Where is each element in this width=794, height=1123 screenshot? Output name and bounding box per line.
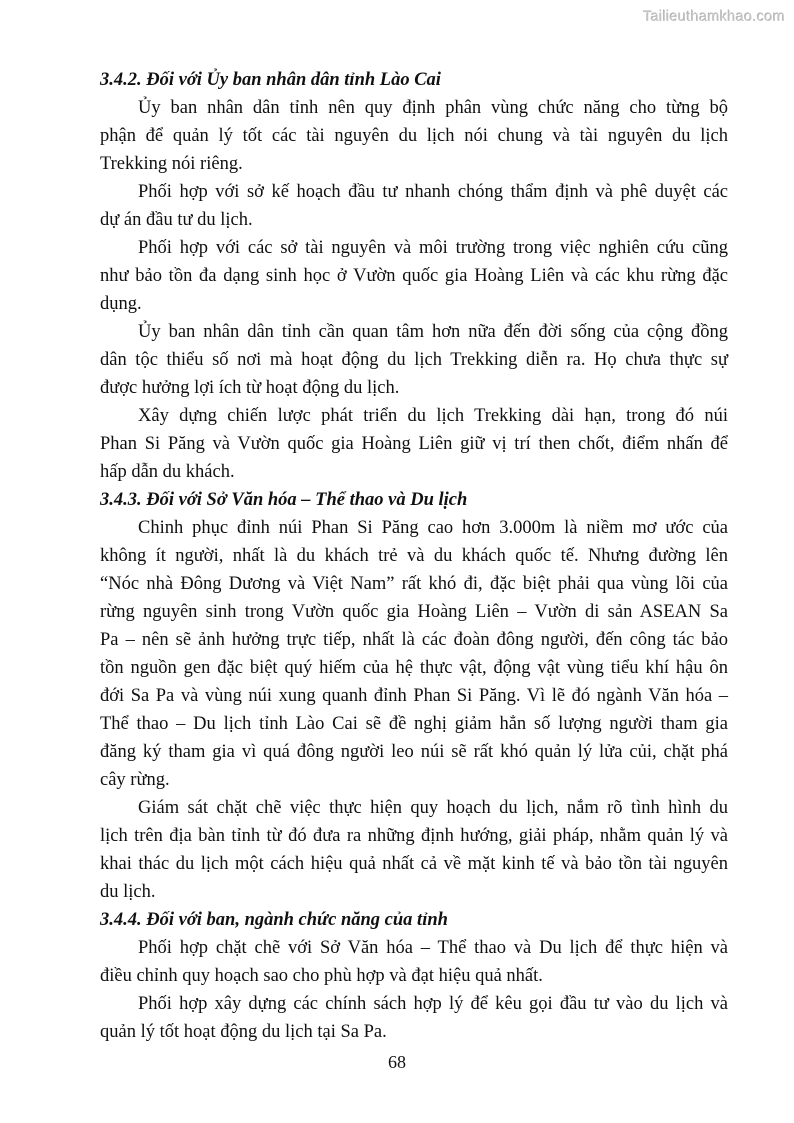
text-line: Phối hợp với các sở tài nguyên và môi trường trong việc nghiên cứu cũng (138, 238, 728, 258)
text-line: rừng nguyên sinh trong Vườn quốc gia Hoàng Liên – Vườn di sản ASEAN Sa (100, 602, 728, 622)
text-line: Ủy ban nhân dân tỉnh nên quy định phân vùng chức năng cho từng bộ (138, 98, 728, 118)
text-line: đăng ký tham gia vì quá đông người leo núi sẽ rất khó quản lý lửa củi, chặt phá (100, 742, 728, 762)
text-line: Giám sát chặt chẽ việc thực hiện quy hoạch du lịch, nắm rõ tình hình du (138, 798, 728, 818)
paragraph (100, 94, 728, 178)
paragraph (100, 178, 728, 234)
paragraph (100, 318, 728, 402)
text-line: Ủy ban nhân dân tỉnh cần quan tâm hơn nữa đến đời sống của cộng đồng (138, 322, 728, 342)
paragraph (100, 934, 728, 990)
text-line: Xây dựng chiến lược phát triển du lịch Trekking dài hạn, trong đó núi (138, 406, 728, 426)
text-line: Pa – nên sẽ ảnh hưởng trực tiếp, nhất là các đoàn đông người, đến công tác bảo (100, 630, 728, 650)
paragraph (100, 234, 728, 318)
text-line: dân tộc thiểu số nơi mà hoạt động du lịch Trekking diễn ra. Họ chưa thực sự (100, 350, 728, 370)
text-line: Phan Si Păng và Vườn quốc gia Hoàng Liên giữ vị trí then chốt, điểm nhấn để (100, 434, 728, 454)
paragraph (100, 514, 728, 794)
text-line: Phối hợp xây dựng các chính sách hợp lý để kêu gọi đầu tư vào du lịch và (138, 994, 728, 1014)
paragraph (100, 794, 728, 906)
text-line: được hưởng lợi ích từ hoạt động du lịch. (100, 378, 400, 398)
text-line: Thể thao – Du lịch tỉnh Lào Cai sẽ đề nghị giảm hẳn số lượng người tham gia (100, 714, 728, 734)
text-line: Phối hợp với sở kế hoạch đầu tư nhanh chóng thẩm định và phê duyệt các (138, 182, 728, 202)
section-heading: 3.4.3. Đối với Sở Văn hóa – Thể thao và Du lịch (100, 490, 468, 510)
text-line: điều chỉnh quy hoạch sao cho phù hợp và đạt hiệu quả nhất. (100, 966, 543, 986)
text-line: Trekking nói riêng. (100, 154, 243, 174)
text-line: dự án đầu tư du lịch. (100, 210, 253, 230)
text-line: du lịch. (100, 882, 156, 902)
text-line: dụng. (100, 294, 142, 314)
section-heading: 3.4.4. Đối với ban, ngành chức năng của tỉnh (100, 910, 448, 930)
watermark: Tailieuthamkhao.com (643, 9, 785, 25)
text-line: phận để quản lý tốt các tài nguyên du lịch nói chung và tài nguyên du lịch (100, 126, 728, 146)
text-line: lịch trên địa bàn tỉnh từ đó đưa ra những định hướng, giải pháp, nhằm quản lý và (100, 826, 728, 846)
paragraph (100, 990, 728, 1046)
text-line: hấp dẫn du khách. (100, 462, 235, 482)
section-heading: 3.4.2. Đối với Ủy ban nhân dân tỉnh Lào Cai (100, 70, 441, 90)
text-line: đới Sa Pa và vùng núi xung quanh đỉnh Phan Si Păng. Vì lẽ đó ngành Văn hóa – (100, 686, 728, 706)
text-line: tồn nguồn gen đặc biệt quý hiếm của hệ thực vật, động vật vùng tiểu khí hậu ôn (100, 658, 728, 678)
text-line: Chinh phục đỉnh núi Phan Si Păng cao hơn 3.000m là niềm mơ ước của (138, 518, 728, 538)
text-line: khai thác du lịch một cách hiệu quả nhất cả về mặt kinh tế và bảo tồn tài nguyên (100, 854, 728, 874)
page-number: 68 (388, 1052, 406, 1072)
document-content (100, 66, 728, 1046)
text-line: không ít người, nhất là du khách trẻ và du khách quốc tế. Nhưng đường lên (100, 546, 728, 566)
text-line: quản lý tốt hoạt động du lịch tại Sa Pa. (100, 1022, 387, 1042)
text-line: “Nóc nhà Đông Dương và Việt Nam” rất khó đi, đặc biệt phải qua vùng lõi của (100, 574, 728, 594)
paragraph (100, 402, 728, 486)
text-line: như bảo tồn đa dạng sinh học ở Vườn quốc gia Hoàng Liên và các khu rừng đặc (100, 266, 728, 286)
text-line: Phối hợp chặt chẽ với Sở Văn hóa – Thể thao và Du lịch để thực hiện và (138, 938, 728, 958)
text-line: cây rừng. (100, 770, 170, 790)
